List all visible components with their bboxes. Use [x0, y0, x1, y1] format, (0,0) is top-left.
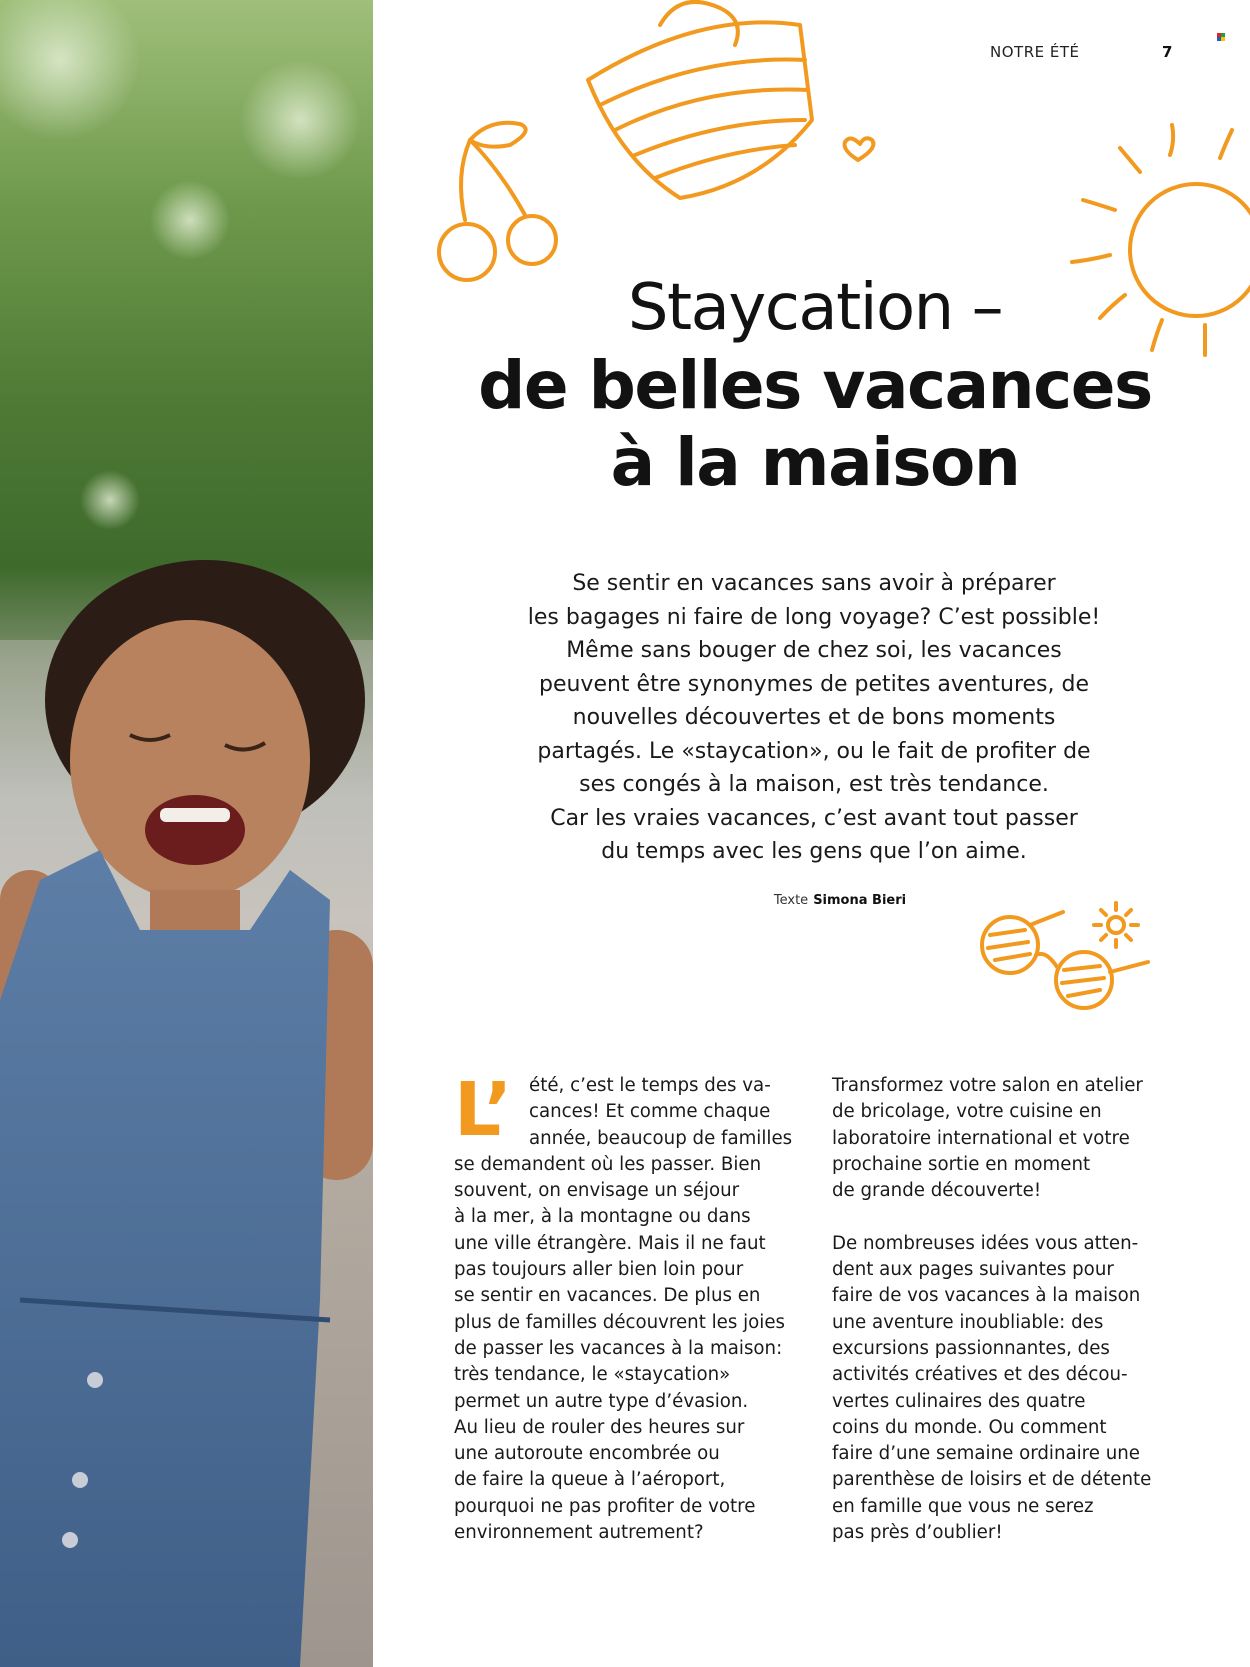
body-line: de passer les vacances à la maison:	[454, 1337, 783, 1359]
lead-line: peuvent être synonymes de petites aventures, de	[538, 671, 1090, 697]
body-line: une autoroute encombrée ou	[454, 1443, 720, 1465]
title-line-2: de belles vacances	[478, 347, 1152, 424]
drop-cap-letter: L’	[454, 1075, 513, 1141]
lead-line: ses congés à la maison, est très tendance.	[579, 772, 1049, 797]
body-line: Transformez votre salon en atelier	[832, 1075, 1143, 1096]
body-column-2	[832, 1073, 1151, 1546]
body-line: une ville étrangère. Mais il ne faut	[454, 1232, 766, 1254]
body-line: souvent, on envisage un séjour	[454, 1180, 740, 1202]
body-line: Au lieu de rouler des heures sur	[454, 1416, 745, 1438]
body-line: pourquoi ne pas profiter de votre	[454, 1495, 756, 1517]
lead-line: Se sentir en vacances sans avoir à préparer	[572, 571, 1056, 596]
body-line: faire de vos vacances à la maison	[832, 1285, 1141, 1307]
body-line: se demandent où les passer. Bien	[454, 1153, 762, 1175]
body-line: environnement autrement?	[454, 1522, 704, 1544]
body-line: année, beaucoup de familles	[529, 1127, 793, 1149]
lead-line: Même sans bouger de chez soi, les vacances	[566, 638, 1062, 663]
cherries-icon	[439, 123, 556, 280]
body-line: pas toujours aller bien loin pour	[454, 1259, 744, 1281]
body-line: plus de familles découvrent les joies	[454, 1311, 786, 1333]
title-line-3: à la maison	[610, 424, 1020, 501]
body-line: de bricolage, votre cuisine en	[832, 1101, 1102, 1123]
credit-author: Simona Bieri	[813, 893, 907, 908]
body-line: cances! Et comme chaque	[529, 1101, 771, 1123]
page-title	[440, 270, 1190, 501]
body-line: en famille que vous ne serez	[832, 1495, 1094, 1517]
body-line: activités créatives et des décou-	[832, 1364, 1128, 1386]
body-line: dent aux pages suivantes pour	[832, 1259, 1114, 1281]
body-column-1	[454, 1073, 792, 1546]
body-line: été, c’est le temps des va-	[529, 1075, 771, 1096]
lead-paragraph	[478, 567, 1150, 869]
body-line: excursions passionnantes, des	[832, 1337, 1110, 1359]
author-credit	[660, 893, 1020, 908]
body-line: permet un autre type d’évasion.	[454, 1390, 749, 1412]
body-line: de grande découverte!	[832, 1180, 1042, 1202]
child-photo-illustration	[0, 0, 373, 1667]
body-line: faire d’une semaine ordinaire une	[832, 1443, 1140, 1465]
body-line: De nombreuses idées vous atten-	[832, 1232, 1139, 1254]
body-line: à la mer, à la montagne ou dans	[454, 1206, 751, 1228]
lead-line: les bagages ni faire de long voyage? C’est possible!	[527, 604, 1101, 630]
lead-line: du temps avec les gens que l’on aime.	[601, 839, 1027, 864]
credit-label: Texte	[773, 893, 809, 908]
body-line: se sentir en vacances. De plus en	[454, 1285, 761, 1307]
body-line: parenthèse de loisirs et de détente	[832, 1469, 1152, 1491]
body-line: vertes culinaires des quatre	[832, 1390, 1086, 1412]
beach-bag-icon	[588, 2, 812, 198]
body-line: très tendance, le «staycation»	[454, 1364, 731, 1386]
heart-icon	[845, 138, 874, 160]
lead-line: nouvelles découvertes et de bons moments	[572, 705, 1056, 730]
sunglasses-icon	[982, 903, 1148, 1008]
section-label: NOTRE ÉTÉ	[990, 43, 1080, 61]
body-line: coins du monde. Ou comment	[832, 1416, 1107, 1438]
body-line: prochaine sortie en moment	[832, 1153, 1091, 1175]
page-number: 7	[1162, 43, 1173, 61]
body-line: laboratoire international et votre	[832, 1127, 1130, 1149]
title-line-1: Staycation –	[627, 271, 1003, 345]
child-photo	[0, 0, 373, 1667]
lead-line: Car les vraies vacances, c’est avant tout passer	[550, 805, 1078, 831]
body-line: pas près d’oublier!	[832, 1522, 1003, 1544]
lead-line: partagés. Le «staycation», ou le fait de profiter de	[537, 738, 1091, 764]
body-line: une aventure inoubliable: des	[832, 1311, 1104, 1333]
paragraph-gap	[832, 1204, 1151, 1230]
body-line: de faire la queue à l’aéroport,	[454, 1469, 726, 1491]
